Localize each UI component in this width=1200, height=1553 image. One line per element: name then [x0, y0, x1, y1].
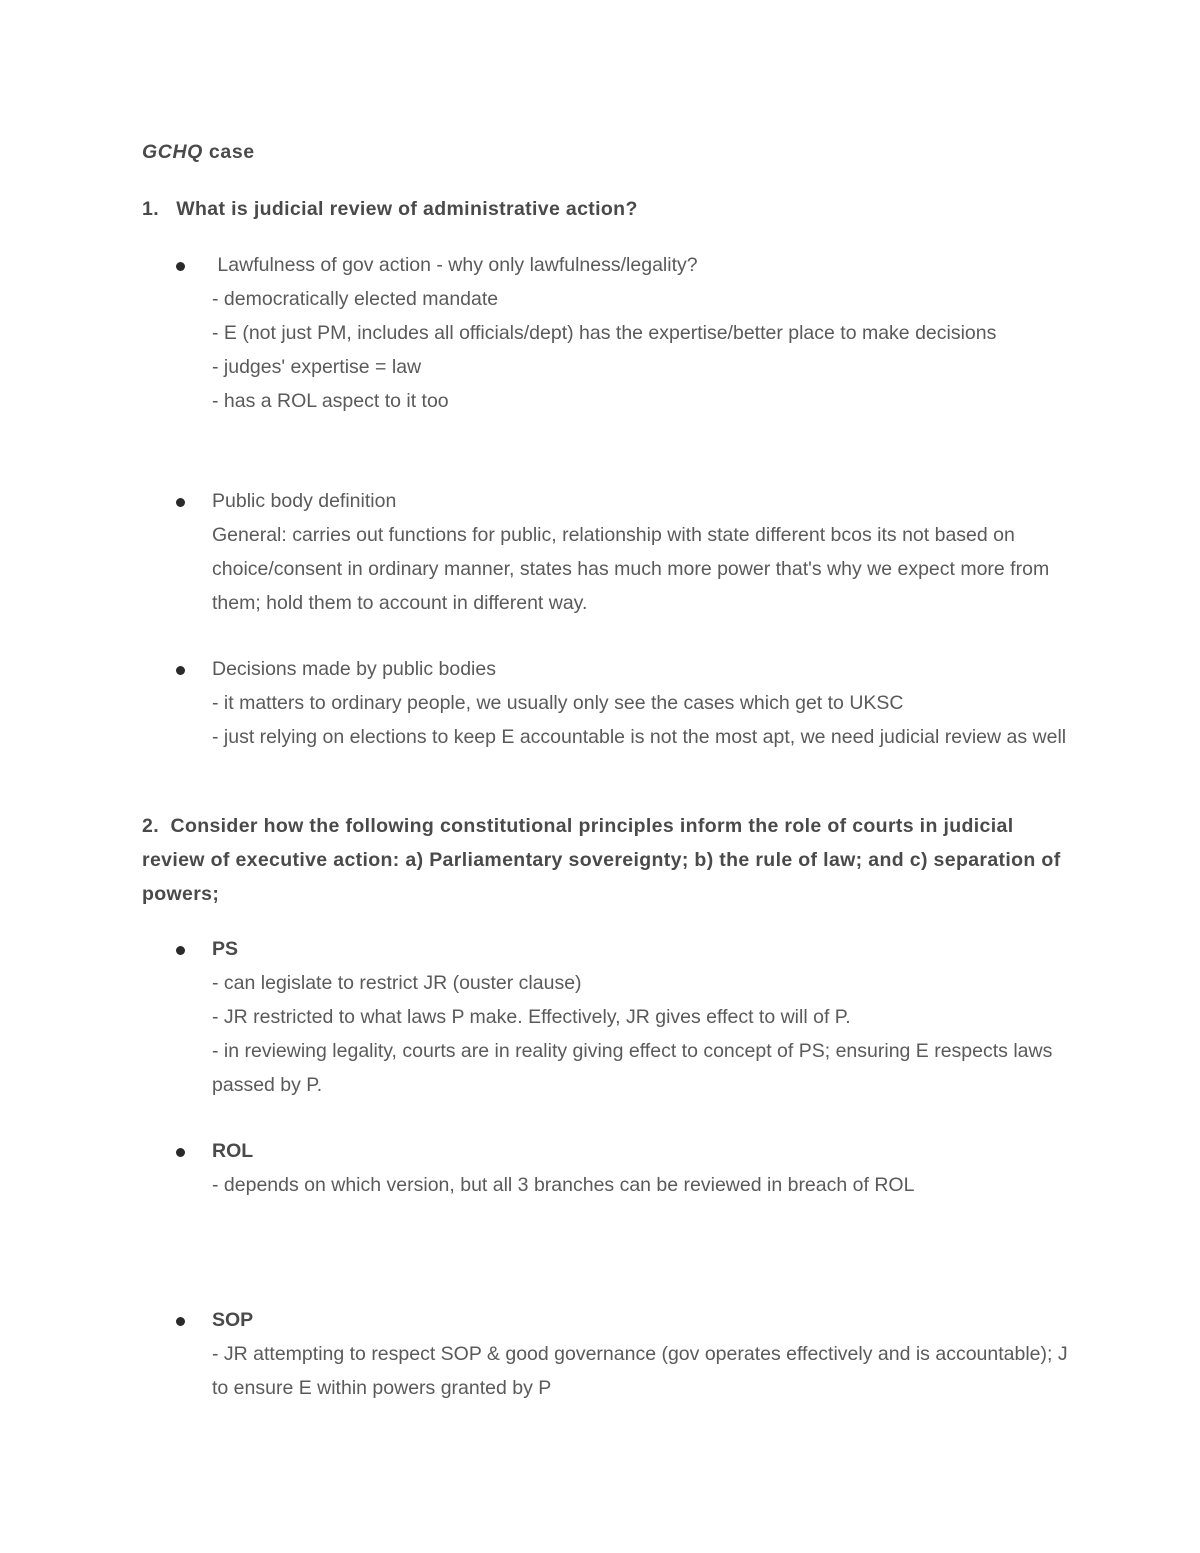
bullet-text: [212, 1303, 1072, 1405]
bullet-dot: [176, 262, 185, 271]
title-suffix: case: [202, 141, 255, 163]
bullet-text: [212, 1134, 1072, 1202]
bullet-dot: [176, 1317, 185, 1326]
bullet-line: General: carries out functions for public, relationship with state different bcos its not based on choice/consent in ordinary manner, states has much more power that's why we expect more from them; hold them to account in different way.: [212, 524, 1050, 614]
bullet-heading: Decisions made by public bodies: [212, 658, 496, 680]
bullet-line: - JR attempting to respect SOP & good governance (gov operates effectively and is accountable); J to ensure E within powers granted by P: [212, 1343, 1068, 1399]
bullet-heading: SOP: [212, 1309, 254, 1331]
bullet-line: - E (not just PM, includes all officials/dept) has the expertise/better place to make decisions: [212, 322, 997, 344]
question-1: [142, 192, 1072, 226]
bullet-heading: Public body definition: [212, 490, 397, 512]
bullet-text: [212, 248, 1072, 418]
bullet-line: - in reviewing legality, courts are in reality giving effect to concept of PS; ensuring E respects laws passed by P.: [212, 1040, 1053, 1096]
bullet-heading: Lawfulness of gov action - why only lawfulness/legality?: [212, 254, 698, 276]
bullet-line: - JR restricted to what laws P make. Effectively, JR gives effect to will of P.: [212, 1006, 851, 1028]
bullet-text: [212, 652, 1072, 754]
bullet-line: - has a ROL aspect to it too: [212, 390, 449, 412]
bullet-line: - just relying on elections to keep E accountable is not the most apt, we need judicial review as well: [212, 726, 1067, 748]
title-case-name: GCHQ: [142, 141, 203, 163]
bullet-line: - can legislate to restrict JR (ouster clause): [212, 972, 582, 994]
bullet-line: - judges' expertise = law: [212, 356, 422, 378]
bullet-line: - it matters to ordinary people, we usually only see the cases which get to UKSC: [212, 692, 904, 714]
bullet-text: [212, 484, 1072, 620]
question-2: [142, 809, 1072, 911]
bullet-dot: [176, 666, 185, 675]
question-2-number: 2.: [142, 815, 159, 837]
bullet-heading: PS: [212, 938, 239, 960]
bullet-dot: [176, 498, 185, 507]
bullet-dot: [176, 946, 185, 955]
question-1-text: What is judicial review of administrative action?: [176, 198, 638, 220]
document-title: [142, 141, 255, 164]
bullet-heading: ROL: [212, 1140, 254, 1162]
bullet-text: [212, 932, 1072, 1102]
bullet-line: - democratically elected mandate: [212, 288, 499, 310]
question-2-text: Consider how the following constitutional principles inform the role of courts in judicial review of executive action: a) Parliamentary sovereignty; b) the rule of law; and c) separation of powers;: [142, 815, 1061, 905]
bullet-line: - depends on which version, but all 3 branches can be reviewed in breach of ROL: [212, 1174, 915, 1196]
question-1-number: 1.: [142, 198, 159, 220]
bullet-dot: [176, 1148, 185, 1157]
